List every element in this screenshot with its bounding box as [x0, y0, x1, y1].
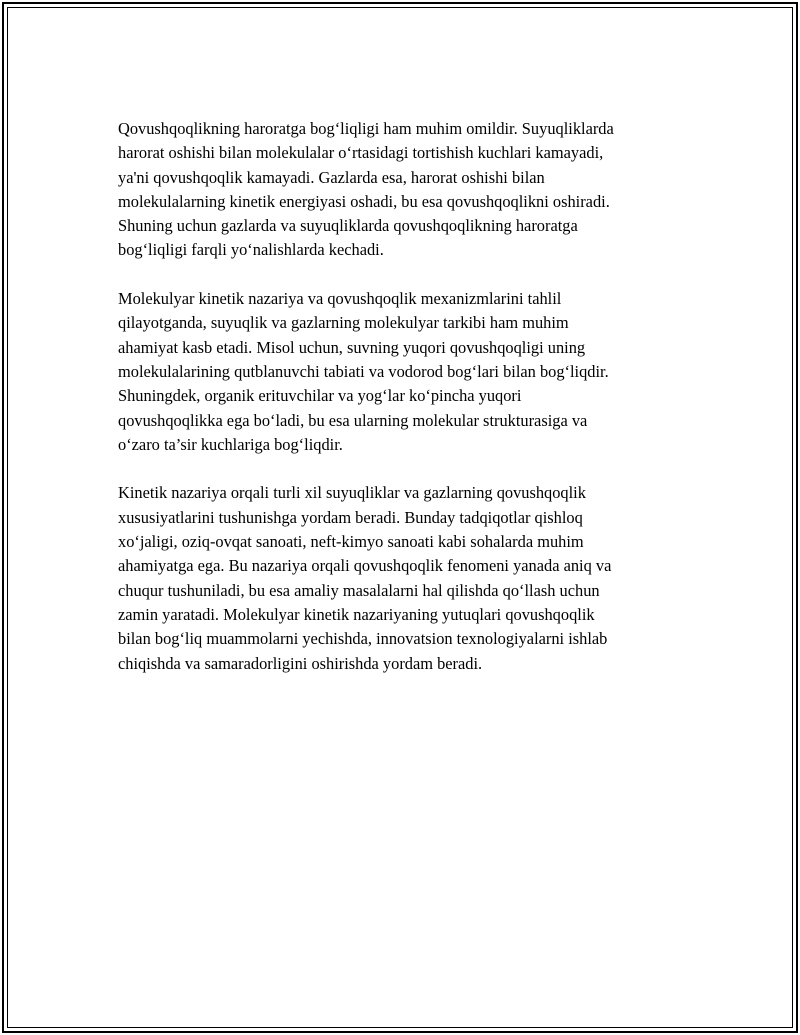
- text-line: ahamiyat kasb etadi. Misol uchun, suvning yuqori qovushqoqligi uning: [118, 337, 586, 357]
- text-line: harorat oshishi bilan molekulalar o‘rtasidagi tortishish kuchlari kamayadi,: [118, 143, 604, 163]
- text-line: bilan bog‘liq muammolarni yechishda, innovatsion texnologiyalarni ishlab: [118, 629, 608, 649]
- text-line: xususiyatlarini tushunishga yordam beradi. Bunday tadqiqotlar qishloq: [118, 507, 583, 527]
- paragraph-1: [118, 117, 678, 263]
- text-line: qovushqoqlikka ega bo‘ladi, bu esa ularning molekular strukturasiga va: [118, 410, 588, 430]
- text-line: Kinetik nazariya orqali turli xil suyuqliklar va gazlarning qovushqoqlik: [118, 483, 586, 503]
- text-line: Shuning uchun gazlarda va suyuqliklarda qovushqoqlikning haroratga: [118, 216, 578, 236]
- document-body: [118, 117, 678, 700]
- text-line: chuqur tushuniladi, bu esa amaliy masalalarni hal qilishda qo‘llash uchun: [118, 580, 600, 600]
- text-line: Qovushqoqlikning haroratga bog‘liqligi ham muhim omildir. Suyuqliklarda: [118, 119, 614, 138]
- text-line: Molekulyar kinetik nazariya va qovushqoqlik mexanizmlarini tahlil: [118, 289, 562, 309]
- text-line: molekulalarining qutblanuvchi tabiati va vodorod bog‘lari bilan bog‘liqdir.: [118, 361, 609, 381]
- paragraph-2: [118, 287, 678, 457]
- text-line: qilayotganda, suyuqlik va gazlarning molekulyar tarkibi ham muhim: [118, 313, 569, 333]
- text-line: bog‘liqligi farqli yo‘nalishlarda kechadi.: [118, 240, 384, 260]
- text-line: molekulalarning kinetik energiyasi oshadi, bu esa qovushqoqlikni oshiradi.: [118, 191, 610, 211]
- paragraph-3: [118, 481, 678, 675]
- text-line: ya'ni qovushqoqlik kamayadi. Gazlarda esa, harorat oshishi bilan: [118, 167, 545, 187]
- text-line: xo‘jaligi, oziq-ovqat sanoati, neft-kimyo sanoati kabi sohalarda muhim: [118, 532, 584, 552]
- text-line: ahamiyatga ega. Bu nazariya orqali qovushqoqlik fenomeni yanada aniq va: [118, 556, 612, 576]
- text-line: Shuningdek, organik erituvchilar va yog‘lar ko‘pincha yuqori: [118, 386, 522, 406]
- text-line: zamin yaratadi. Molekulyar kinetik nazariyaning yutuqlari qovushqoqlik: [118, 604, 595, 624]
- text-line: o‘zaro ta’sir kuchlariga bog‘liqdir.: [118, 434, 343, 454]
- text-line: chiqishda va samaradorligini oshirishda yordam beradi.: [118, 653, 483, 673]
